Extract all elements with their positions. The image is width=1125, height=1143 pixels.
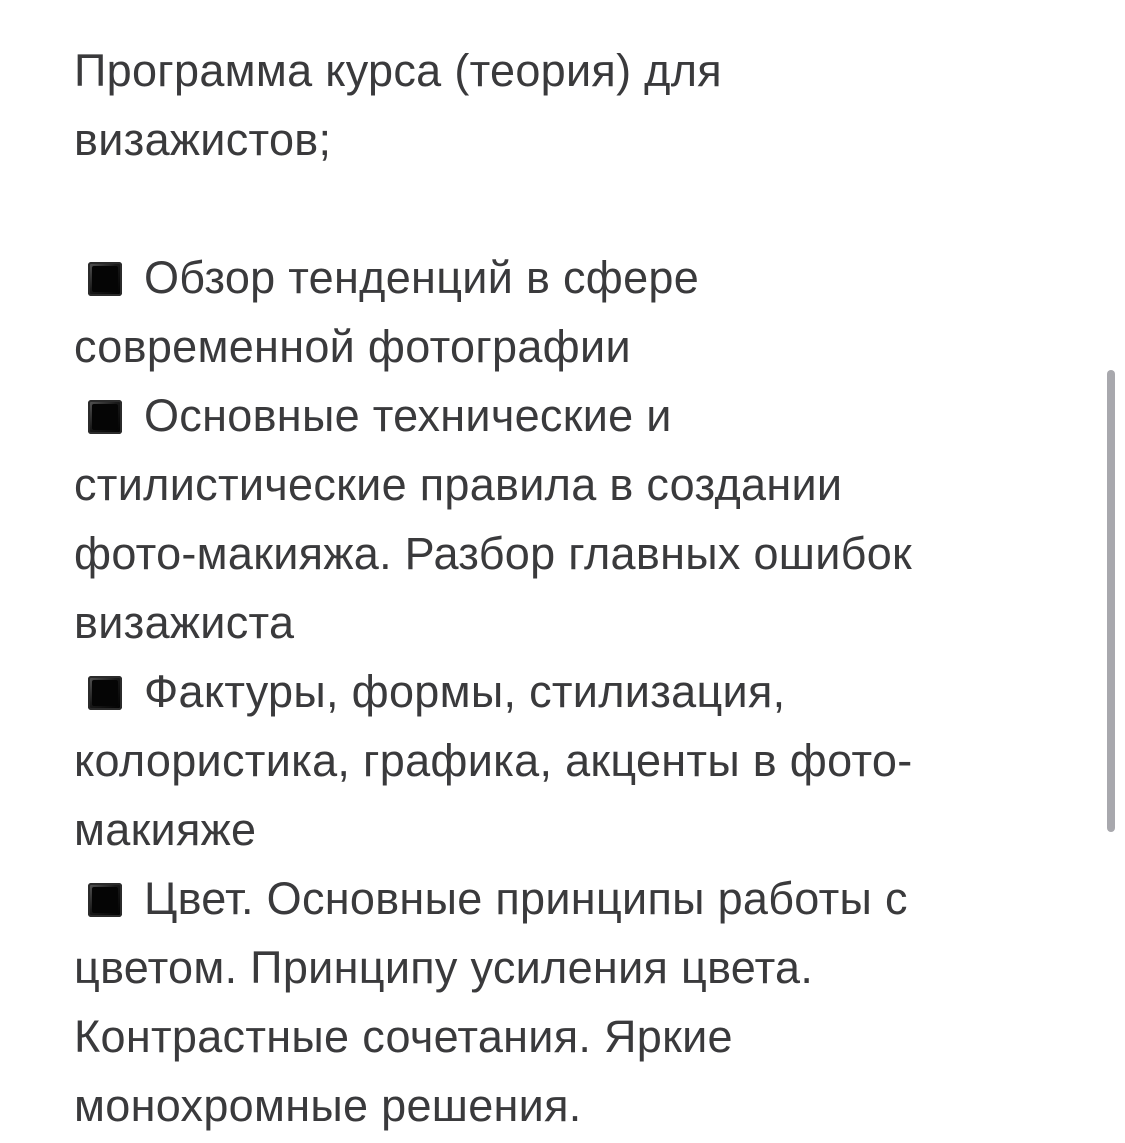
black-square-button-icon xyxy=(88,676,122,710)
list-item-text: Фактуры, формы, стилизация, xyxy=(144,666,786,717)
list-item-text: современной фотографии xyxy=(74,321,631,372)
blank-line xyxy=(74,174,1074,243)
list-item-text: стилистические правила в создании xyxy=(74,459,843,510)
list-item-text: Обзор тенденций в сфере xyxy=(144,252,700,303)
list-item-2 xyxy=(74,381,1074,657)
list-item-1 xyxy=(74,243,1074,381)
list-item-4 xyxy=(74,864,1074,1140)
list-item-text: колористика, графика, акценты в фото- xyxy=(74,735,913,786)
list-item-text: Цвет. Основные принципы работы с xyxy=(144,873,908,924)
title-line-2: визажистов; xyxy=(74,114,332,165)
list-item-3 xyxy=(74,657,1074,864)
black-square-button-icon xyxy=(88,883,122,917)
title-line-1: Программа курса (теория) для xyxy=(74,45,722,96)
black-square-button-icon xyxy=(88,262,122,296)
list-item-text: макияже xyxy=(74,804,257,855)
list-item-text: Контрастные сочетания. Яркие xyxy=(74,1011,733,1062)
note-text-view[interactable] xyxy=(74,36,1074,1140)
list-item-text: фото-макияжа. Разбор главных ошибок xyxy=(74,528,913,579)
list-item-text: визажиста xyxy=(74,597,295,648)
list-item-text: Основные технические и xyxy=(144,390,672,441)
list-item-text: монохромные решения. xyxy=(74,1080,582,1131)
list-item-text: цветом. Принципу усиления цвета. xyxy=(74,942,814,993)
black-square-button-icon xyxy=(88,400,122,434)
vertical-scrollbar[interactable] xyxy=(1107,370,1115,832)
